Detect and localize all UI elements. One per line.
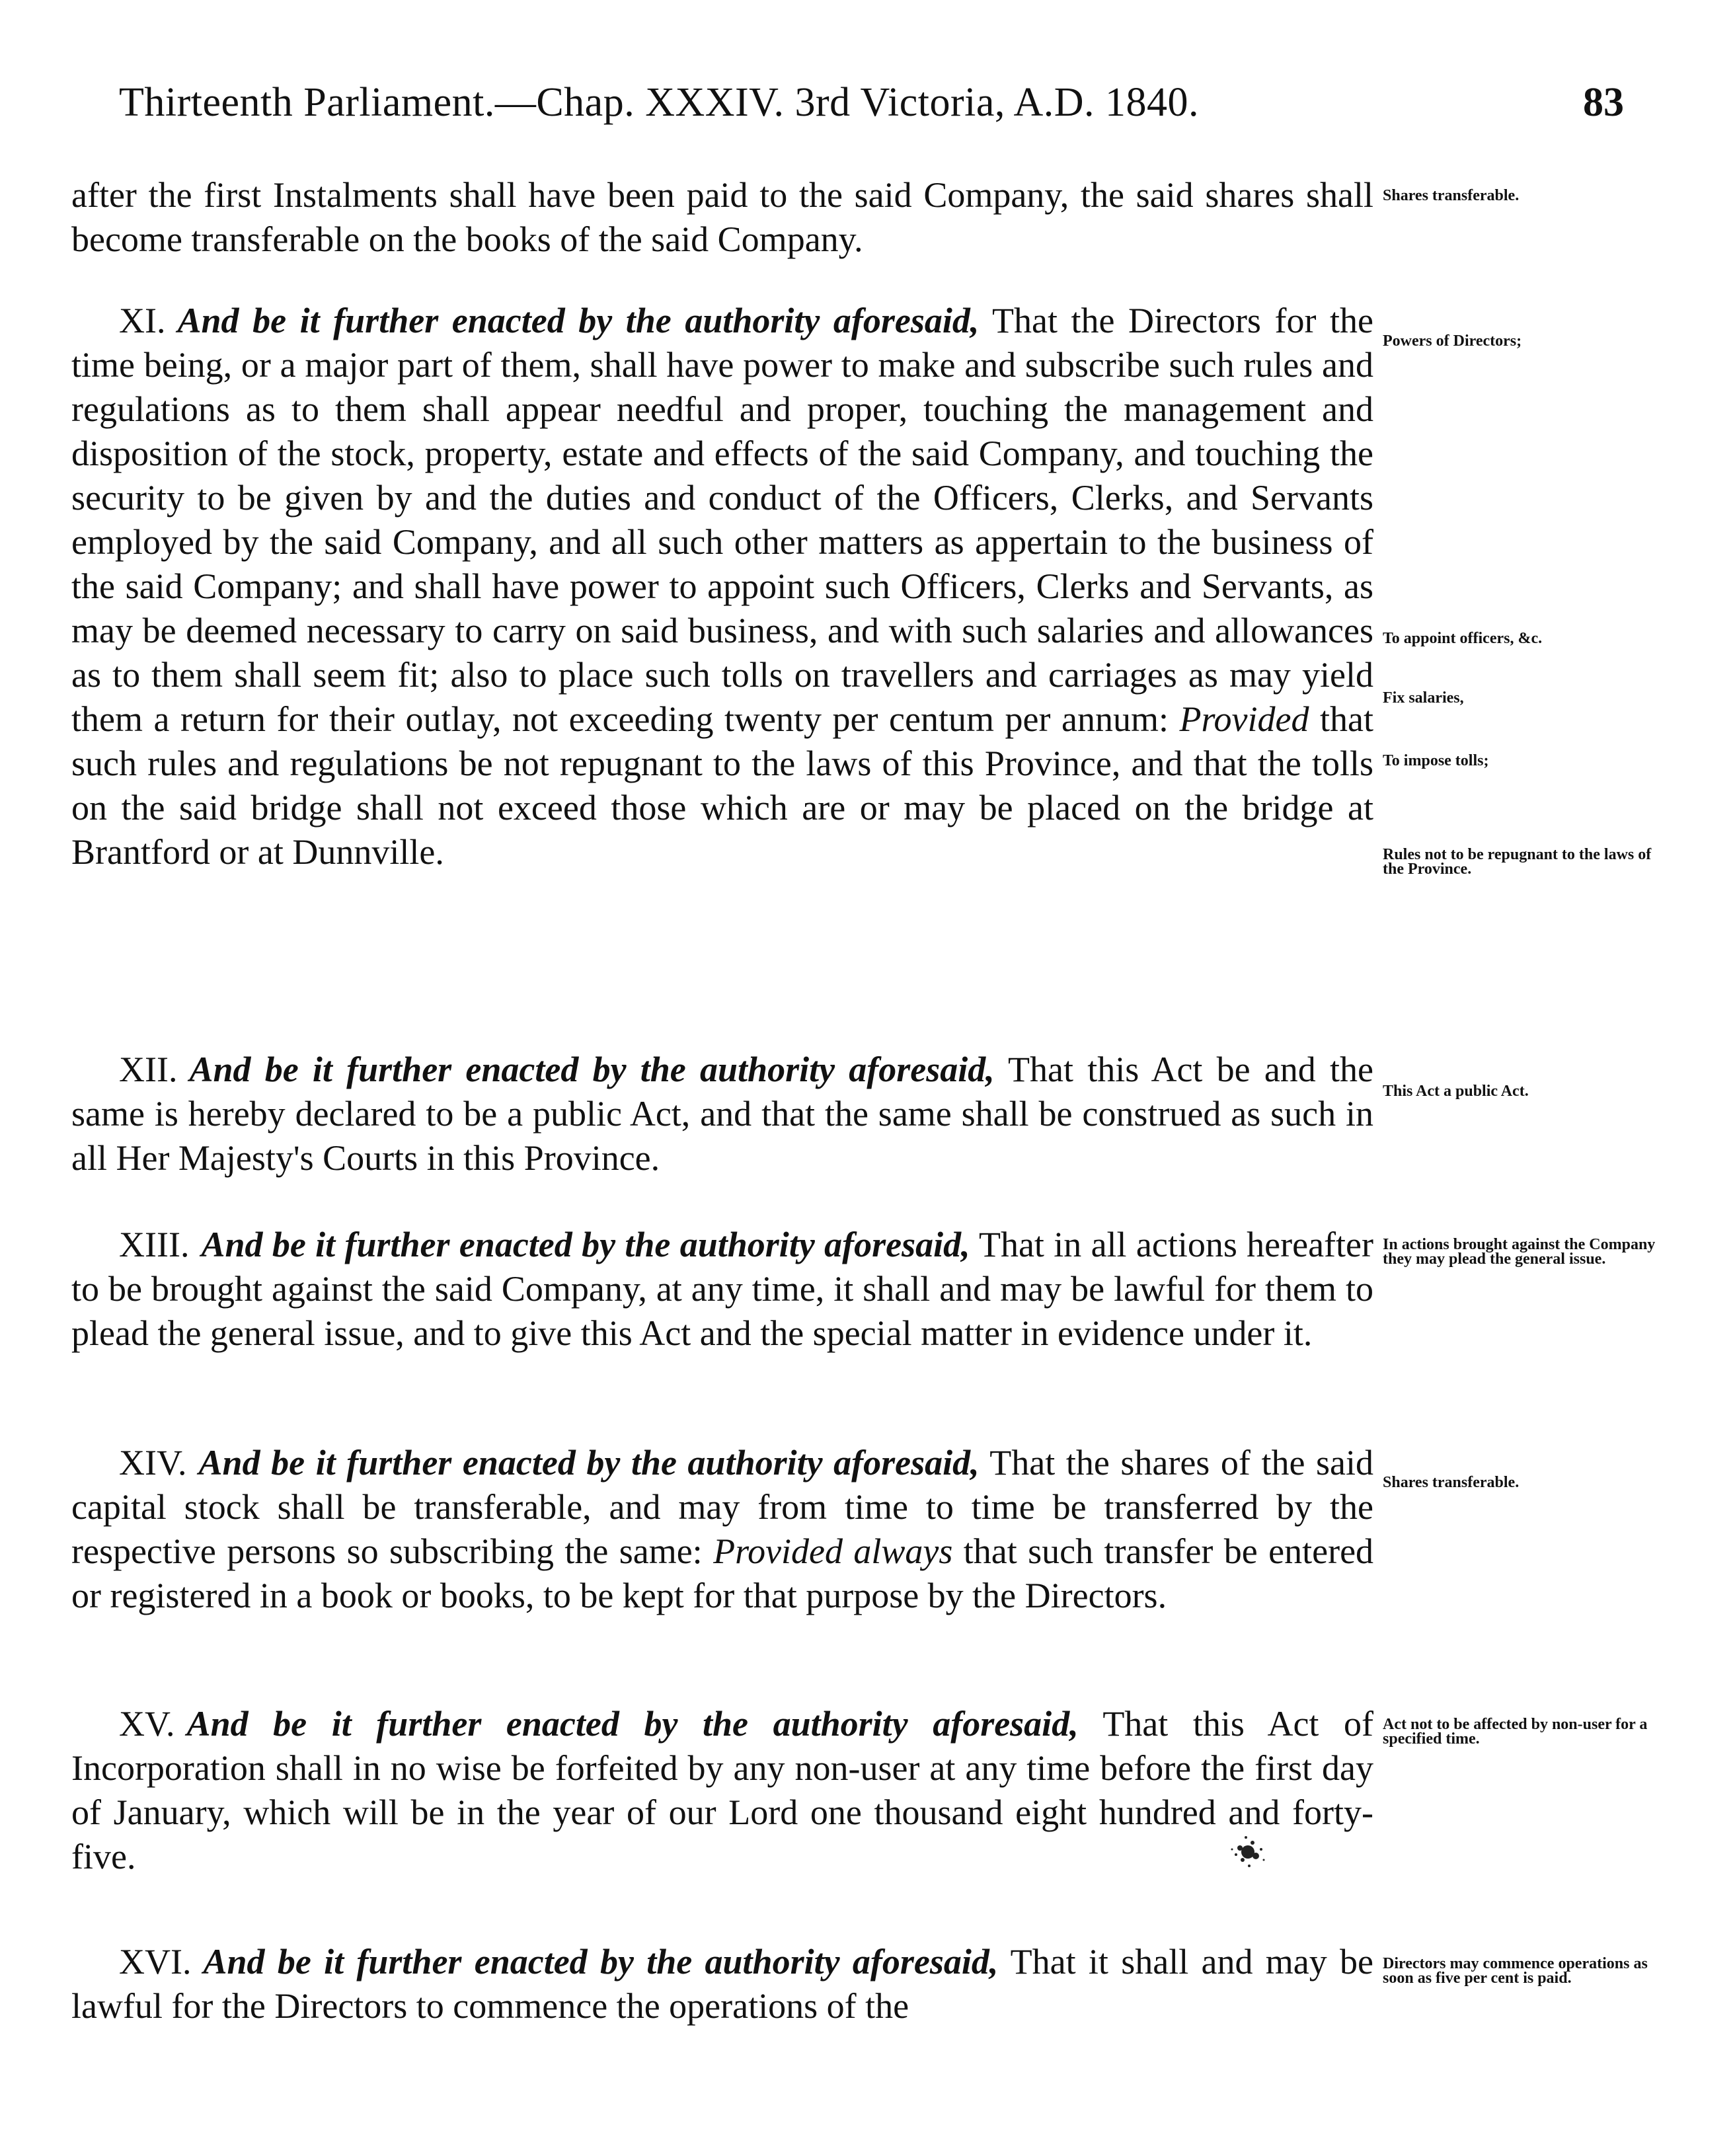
section-number: XVI. — [119, 1942, 192, 1982]
section-text: That this Act of Incorporation shall in no wise be forfeited by any non-user at any time before the first day of January, which will be in the year of our Lord one thousand eight hundred and forty-five. — [71, 1704, 1373, 1876]
proviso-word: Provided — [1179, 699, 1309, 739]
section-xvi — [71, 1940, 1373, 2028]
margin-note: In actions brought against the Company they may plead the general issue. — [1383, 1236, 1656, 1268]
margin-note: Shares transferable. — [1383, 187, 1520, 204]
section-text: That the Directors for the time being, or a major part of them, shall have power to make and subscribe such rules and regulations as to them shall appear needful and proper, touching the management and disposition of the stock, property, estate and effects of the said Company, and touching the security to be given by and the duties and conduct of the Officers, Clerks, and Servants employed by the said Company, and all such other matters as appertain to the business of the said Company; and shall have power to appoint such Officers, Clerks and Servants, as may be deemed necessary to carry on said business, and with such salaries and allowances as to them shall seem fit; also to place such tolls on travellers and carriages as may yield them a return for their outlay, not exceeding twenty per centum per annum: — [71, 301, 1373, 739]
proviso-word: Provided always — [713, 1531, 953, 1571]
margin-note: Rules not to be repugnant to the laws of the Province. — [1383, 846, 1652, 878]
margin-note: To appoint officers, &c. — [1383, 630, 1543, 647]
running-title: Thirteenth Parliament.—Chap. XXXIV. 3rd Victoria, A.D. 1840. — [119, 80, 1200, 125]
margin-note: To impose tolls; — [1383, 752, 1489, 769]
section-text-cont: that such transfer be entered or registered in a book or books, to be kept for that purpose by the Directors. — [71, 1531, 1374, 1615]
enacting-formula: And be it further enacted by the authority aforesaid, — [189, 1050, 995, 1089]
section-number: XII. — [119, 1050, 178, 1089]
section-text: That it shall and may be lawful for the Directors to commence the operations of the — [71, 1942, 1373, 2026]
enacting-formula: And be it further enacted by the authority aforesaid, — [186, 1704, 1079, 1744]
margin-note: Directors may commence operations as soon as five per cent is paid. — [1383, 1955, 1648, 1987]
section-number: XIII. — [119, 1225, 190, 1264]
section-xiii — [71, 1223, 1373, 1356]
margin-note: Powers of Directors; — [1383, 332, 1522, 350]
section-text: That the shares of the said capital stock shall be transferable, and may from time to time be transferred by the respective persons so subscribing the same: — [71, 1443, 1373, 1571]
margin-note: Fix salaries, — [1383, 689, 1464, 707]
section-xii — [71, 1048, 1373, 1180]
section-text: That in all actions hereafter to be brought against the said Company, at any time, it shall and may be lawful for them to plead the general issue, and to give this Act and the special matter in evidence under it. — [71, 1225, 1373, 1353]
paragraph-text: after the first Instalments shall have been paid to the said Company, the said shares shall become transferable on the books of the said Company. — [71, 175, 1373, 259]
paragraph-continuation — [71, 173, 1373, 262]
running-header — [119, 79, 1639, 132]
section-number: XV. — [119, 1704, 175, 1744]
section-xv — [71, 1702, 1373, 1879]
section-number: XIV. — [119, 1443, 187, 1482]
section-text-cont: that such rules and regulations be not repugnant to the laws of this Province, and that the tolls on the said bridge shall not exceed those which are or may be placed on the bridge at Brantford or at Dunnville. — [71, 699, 1373, 872]
enacting-formula: And be it further enacted by the authority aforesaid, — [177, 301, 980, 340]
section-xi — [71, 299, 1373, 874]
ink-blot — [1216, 1829, 1282, 1876]
margin-note: Act not to be affected by non-user for a specified time. — [1383, 1716, 1648, 1748]
margin-note: Shares transferable. — [1383, 1474, 1520, 1491]
enacting-formula: And be it further enacted by the authority aforesaid, — [198, 1443, 980, 1482]
section-number: XI. — [119, 301, 166, 340]
enacting-formula: And be it further enacted by the authority aforesaid, — [201, 1225, 970, 1264]
enacting-formula: And be it further enacted by the authority aforesaid, — [203, 1942, 999, 1982]
section-text: That this Act be and the same is hereby declared to be a public Act, and that the same shall be construed as such in all Her Majesty's Courts in this Province. — [71, 1050, 1373, 1178]
margin-note: This Act a public Act. — [1383, 1083, 1529, 1100]
page-number: 83 — [1583, 80, 1624, 125]
section-xiv — [71, 1441, 1373, 1618]
